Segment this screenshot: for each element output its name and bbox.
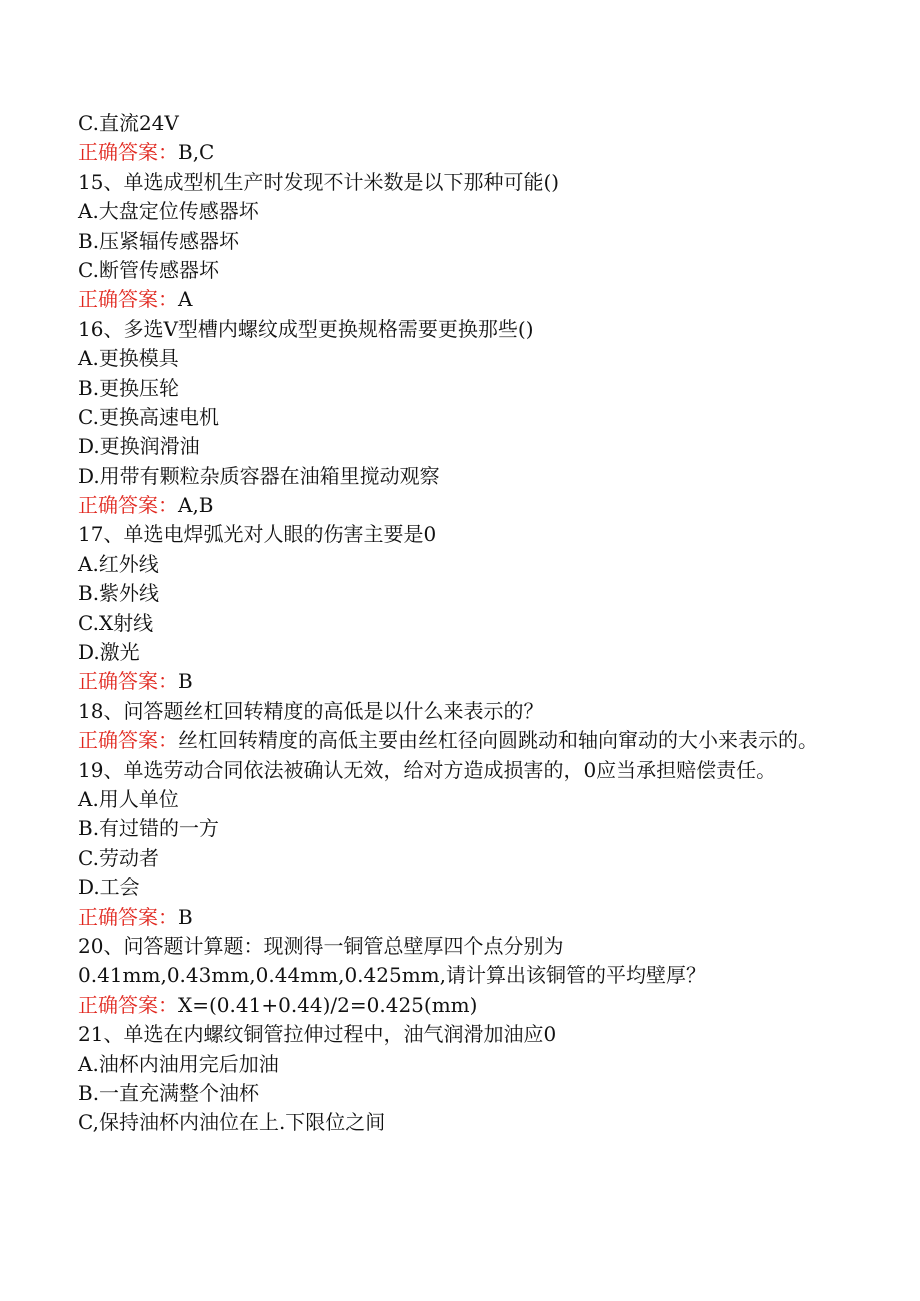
option-line: D.工会 <box>78 875 140 900</box>
option-line: C,保持油杯内油位在上.下限位之间 <box>78 1110 386 1135</box>
answer-label: 正确答案： <box>78 904 178 929</box>
answer-line <box>78 138 878 167</box>
option-line: B.紫外线 <box>78 581 160 606</box>
option-line: A.油杯内油用完后加油 <box>78 1051 279 1076</box>
question-line: 18、问答题丝杠回转精度的高低是以什么来表示的？ <box>78 698 544 723</box>
question-line: 19、单选劳动合同依法被确认无效，给对方造成损害的，0应当承担赔偿责任。 <box>78 757 777 782</box>
question-line: 17、单选电焊弧光对人眼的伤害主要是0 <box>78 522 437 547</box>
option-line: C.X射线 <box>78 610 154 635</box>
option-line: D.用带有颗粒杂质容器在油箱里搅动观察 <box>78 463 440 488</box>
answer-value: A,B <box>178 493 214 518</box>
option-line: C.劳动者 <box>78 845 159 870</box>
question-line: 15、单选成型机生产时发现不计米数是以下那种可能() <box>78 169 560 194</box>
option-line: C.更换高速电机 <box>78 404 219 429</box>
answer-line <box>78 285 878 314</box>
option-line: D.更换润滑油 <box>78 434 200 459</box>
answer-value: B <box>178 904 193 929</box>
answer-label: 正确答案： <box>78 728 178 753</box>
option-line: B.一直充满整个油杯 <box>78 1080 260 1105</box>
option-line: A.用人单位 <box>78 787 179 811</box>
answer-label: 正确答案： <box>78 140 178 165</box>
option-line: A.大盘定位传感器坏 <box>78 199 259 224</box>
option-line: D.激光 <box>78 640 140 665</box>
option-line: B.有过错的一方 <box>78 816 220 841</box>
answer-value: A <box>178 287 193 312</box>
answer-line <box>78 903 878 932</box>
answer-label: 正确答案： <box>78 669 178 694</box>
question-line: 16、多选V型槽内螺纹成型更换规格需要更换那些() <box>78 316 534 341</box>
answer-line <box>78 667 878 696</box>
question-line: 21、单选在内螺纹铜管拉伸过程中，油气润滑加油应0 <box>78 1022 557 1047</box>
question-line: 20、问答题计算题：现测得一铜管总壁厚四个点分别为0.41mm,0.43mm,0.44mm,0.425mm,请计算出该铜管的平均壁厚？ <box>78 933 706 988</box>
answer-label: 正确答案： <box>78 992 178 1017</box>
answer-line <box>78 991 878 1020</box>
answer-value: B <box>178 669 193 694</box>
answer-label: 正确答案： <box>78 493 178 518</box>
answer-line <box>78 726 878 755</box>
answer-label: 正确答案： <box>78 287 178 312</box>
answer-value: X=(0.41+0.44)/2=0.425(mm) <box>178 992 478 1017</box>
answer-line <box>78 491 878 520</box>
answer-value: B,C <box>178 140 215 165</box>
option-line: C.直流24V <box>78 111 179 135</box>
option-line: C.断管传感器坏 <box>78 257 219 282</box>
answer-value: 丝杠回转精度的高低主要由丝杠径向圆跳动和轴向窜动的大小来表示的。 <box>178 728 818 753</box>
document-page <box>78 109 878 1138</box>
option-line: B.压紧辐传感器坏 <box>78 228 240 253</box>
option-line: B.更换压轮 <box>78 375 180 400</box>
option-line: A.红外线 <box>78 551 159 576</box>
option-line: A.更换模具 <box>78 346 179 371</box>
